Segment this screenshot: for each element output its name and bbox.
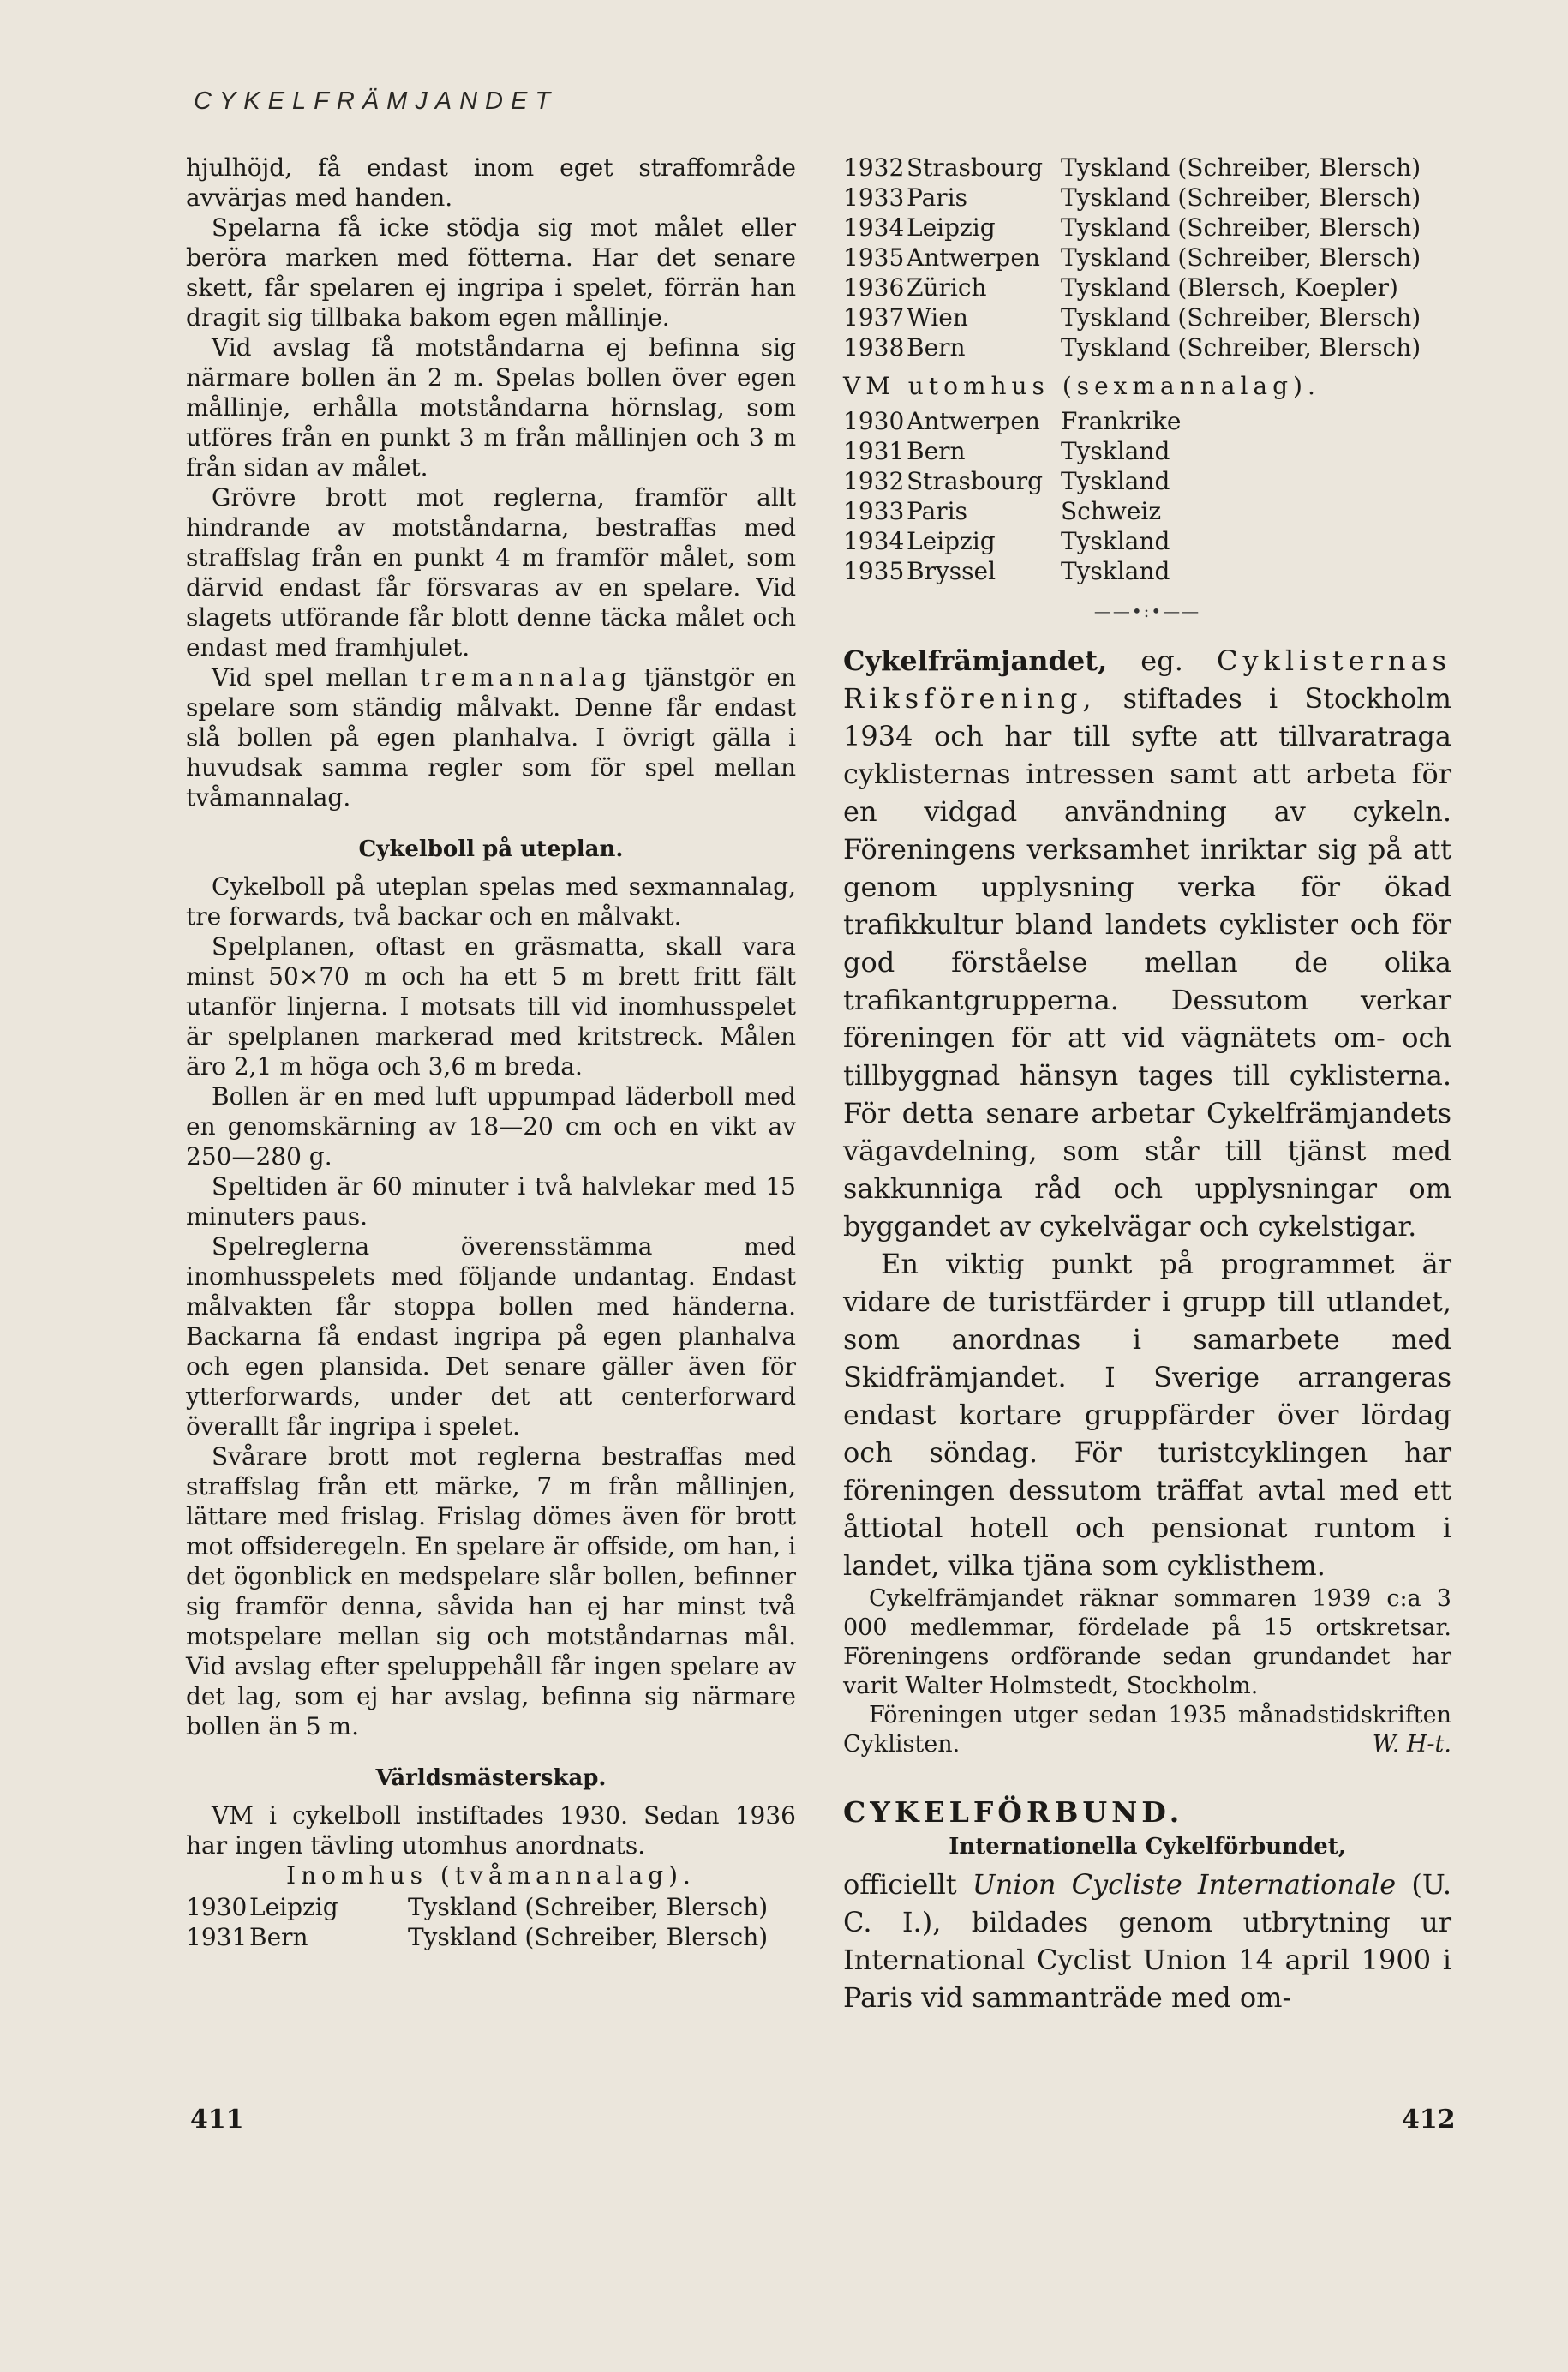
winner-cell: Tyskland (Schreiber, Blersch) (1061, 183, 1421, 212)
city-cell: Wien (907, 303, 968, 332)
paragraph: Vid avslag få motståndarna ej befinna sig närmare bollen än 2 m. Spelas bollen över egen mållinje, erhålla motståndarna hörnslag, som utföres från en punkt 3 m från mållinjen och 3 m från sidan av målet. (186, 333, 796, 482)
year-cell: 1931 (843, 437, 905, 465)
table-row (843, 273, 1421, 302)
year-cell: 1934 (843, 213, 905, 242)
city-cell: Antwerpen (907, 407, 1040, 435)
winner-cell: Tyskland (1061, 557, 1170, 585)
paragraph (186, 662, 796, 812)
paragraph: Speltiden är 60 minuter i två halvlekar med 15 minuters paus. (186, 1172, 796, 1231)
table-row (843, 466, 1181, 496)
table-row (843, 183, 1421, 213)
paragraph: Spelarna få icke stödja sig mot målet eller beröra marken med fötterna. Har det senare skett, får spelaren ej ingripa i spelet, förrän han dragit sig tillbaka bakom egen mållinje. (186, 213, 796, 332)
author-signature: W. H-t. (1372, 1731, 1451, 1758)
city-cell: Bern (249, 1923, 308, 1951)
italic-term: Union Cycliste Internationale (972, 1868, 1397, 1901)
spaced-term: Cyklisternas Riksförening, (843, 644, 1451, 715)
paragraph: Cykelboll på uteplan spelas med sexmannalag, tre forwards, två backar och en målvakt. (186, 872, 796, 931)
year-cell: 1933 (843, 497, 905, 525)
winner-cell: Tyskland (Schreiber, Blersch) (408, 1923, 769, 1951)
subheading: Internationella Cykelförbundet, (949, 1834, 1346, 1860)
paragraph: En viktig punkt på programmet är vidare de turistfärder i grupp till utlandet, som anordnas i samarbete med Skidfrämjandet. I Sverige arrangeras endast kortare gruppfärder över lördag och söndag. För turistcyklingen har föreningen dessutom träffat avtal med ett åttiotal hotell och pensionat runtom i landet, vilka tjäna som cyklisthem. (843, 1248, 1451, 1582)
results-heading: Inomhus (tvåmannalag). (286, 1861, 696, 1890)
paragraph: Cykelfrämjandet räknar sommaren 1939 c:a 3 000 medlemmar, fördelade på 15 ortskretsar. Föreningens ordförande sedan grundandet har varit Walter Holmstedt, Stockholm. (843, 1585, 1451, 1699)
paragraph: Spelplanen, oftast en gräsmatta, skall vara minst 50×70 m och ha ett 5 m brett fritt fält utanför linjerna. I motsats till vid inomhusspelet är spelplanen markerad med kritstreck. Målen äro 2,1 m höga och 3,6 m breda. (186, 932, 796, 1081)
city-cell: Leipzig (907, 527, 996, 555)
city-cell: Strasbourg (907, 467, 1044, 495)
table-row (843, 243, 1421, 273)
winner-cell: Tyskland (Schreiber, Blersch) (1061, 303, 1421, 332)
cykelframjandet-notes (843, 1584, 1451, 1759)
paragraph: hjulhöjd, få endast inom eget straffområde avvärjas med handen. (186, 153, 796, 212)
table-row (843, 406, 1181, 436)
running-header: CYKELFRÄMJANDET (194, 87, 559, 115)
winner-cell: Tyskland (Schreiber, Blersch) (408, 1893, 769, 1921)
table-row (843, 436, 1181, 466)
city-cell: Paris (907, 497, 967, 525)
paragraph: Spelreglerna överensstämma med inomhusspelets med följande undantag. Endast målvakten får stoppa bollen med händerna. Backarna få endast ingripa på egen planhalva och egen plansida. Det senare gäller även för ytterforwards, under det att centerforward överallt får ingripa i spelet. (186, 1232, 796, 1441)
table-row (843, 213, 1421, 243)
year-cell: 1935 (843, 557, 905, 585)
subheading: Världsmästerskap. (375, 1765, 607, 1791)
entry-title: Cykelfrämjandet, (843, 644, 1108, 677)
spaced-term: tremannalag (420, 663, 632, 692)
table-row (843, 526, 1181, 556)
year-cell: 1936 (843, 273, 905, 302)
winner-cell: Tyskland (Blersch, Koepler) (1061, 273, 1398, 302)
paragraph: Svårare brott mot reglerna bestraffas med straffslag från ett märke, 7 m från mållinjen, lättare med frislag. Frislag dömes även för brott mot offsideregeln. En spelare är offside, om han, i det ögonblick en medspelare slår bollen, befinner sig framför denna, såvida han ej har minst två motspelare mellan sig och motståndarnas mål. Vid avslag efter speluppehåll får ingen spelare av det lag, som ej har avslag, befinna sig närmare bollen än 5 m. (186, 1442, 796, 1740)
winner-cell: Tyskland (Schreiber, Blersch) (1061, 243, 1421, 272)
table-row (186, 1892, 768, 1922)
text-run: tjänstgör en spelare som ständig målvakt. Denne får endast slå bollen på egen planhalva. I övrigt gälla i huvudsak samma regler som för spel mellan tvåmannalag. (186, 663, 797, 812)
table-row (186, 1922, 768, 1952)
ornament-divider: ——•:•—— (1093, 601, 1201, 621)
year-cell: 1932 (843, 153, 905, 182)
paragraph (843, 1866, 1451, 2016)
city-cell: Paris (907, 183, 967, 212)
table-row (843, 496, 1181, 526)
right-column (843, 153, 1451, 2016)
page-number-right: 412 (1402, 2105, 1456, 2135)
year-cell: 1937 (843, 303, 905, 332)
table-row (843, 556, 1181, 586)
year-cell: 1934 (843, 527, 905, 555)
uci-article (843, 1866, 1451, 2016)
city-cell: Leipzig (907, 213, 996, 242)
winner-cell: Tyskland (1061, 437, 1170, 465)
winner-cell: Tyskland (1061, 467, 1170, 495)
winner-cell: Tyskland (1061, 527, 1170, 555)
subheading: Cykelboll på uteplan. (358, 836, 624, 862)
paragraph: Bollen är en med luft uppumpad läderboll med en genomskärning av 18—20 cm och en vikt av 250—280 g. (186, 1082, 796, 1171)
paragraph: VM i cykelboll instiftades 1930. Sedan 1936 har ingen tävling utomhus anordnats. (186, 1801, 796, 1860)
page-number-left: 411 (190, 2105, 244, 2135)
text-run: Föreningen utger sedan 1935 månadstidskriften Cyklisten. (843, 1702, 1451, 1758)
winner-cell: Tyskland (Schreiber, Blersch) (1061, 213, 1421, 242)
cykelframjandet-article (843, 642, 1451, 1584)
city-cell: Bern (907, 333, 966, 362)
text-run: stiftades i Stockholm 1934 och har till syfte att tillvaratraga cyklisternas intressen samt att arbeta för en vidgad användning av cykeln. Föreningens verksamhet inriktar sig på att genom upplysning verka för ökad trafikkultur bland landets cyklister och för god förståelse mellan de olika trafikantgrupperna. Dessutom verkar föreningen för att vid vägnätets om- och tillbyggnad hänsyn tages till cyklisterna. För detta senare arbetar Cykelfrämjandets vägavdelning, som står till tjänst med sakkunniga råd och upplysningar om byggandet av cykelvägar och cykelstigar. (843, 682, 1452, 1243)
year-cell: 1935 (843, 243, 905, 272)
year-cell: 1933 (843, 183, 905, 212)
paragraph (843, 642, 1451, 1245)
table-row (843, 302, 1421, 332)
table-row (843, 153, 1421, 183)
winner-cell: Tyskland (Schreiber, Blersch) (1061, 333, 1421, 362)
paragraph: Grövre brott mot reglerna, framför allt hindrande av motståndarna, bestraffas med straffslag från en punkt 4 m framför målet, som därvid endast får försvaras av en spelare. Vid slagets utförande får blott denne täcka målet och endast med framhjulet. (186, 483, 796, 662)
text-run: officiellt (843, 1868, 957, 1901)
results-table (186, 1892, 768, 1952)
results-table-outdoor (843, 406, 1181, 586)
year-cell: 1930 (843, 407, 905, 435)
year-cell: 1931 (186, 1923, 248, 1951)
city-cell: Bern (907, 437, 966, 465)
text-run: Vid spel mellan (212, 663, 408, 692)
text-run: (U. C. I.), bildades genom utbrytning ur International Cyclist Union 14 april 1900 i Paris vid sammanträde med om- (843, 1868, 1452, 2014)
winner-cell: Frankrike (1061, 407, 1182, 435)
city-cell: Zürich (907, 273, 987, 302)
year-cell: 1938 (843, 333, 905, 362)
city-cell: Leipzig (249, 1893, 338, 1921)
year-cell: 1930 (186, 1893, 248, 1921)
paragraph (843, 1701, 1451, 1759)
winner-cell: Schweiz (1061, 497, 1162, 525)
results-heading: VM utomhus (sexmannalag). (843, 372, 1320, 400)
table-row (843, 332, 1421, 362)
city-cell: Strasbourg (907, 153, 1044, 182)
city-cell: Antwerpen (907, 243, 1040, 272)
text-run: eg. (1140, 644, 1183, 677)
winner-cell: Tyskland (Schreiber, Blersch) (1061, 153, 1421, 182)
year-cell: 1932 (843, 467, 905, 495)
section-title: CYKELFÖRBUND. (843, 1795, 1184, 1829)
results-table-indoor (843, 153, 1421, 362)
left-column (186, 153, 796, 1952)
city-cell: Bryssel (907, 557, 996, 585)
